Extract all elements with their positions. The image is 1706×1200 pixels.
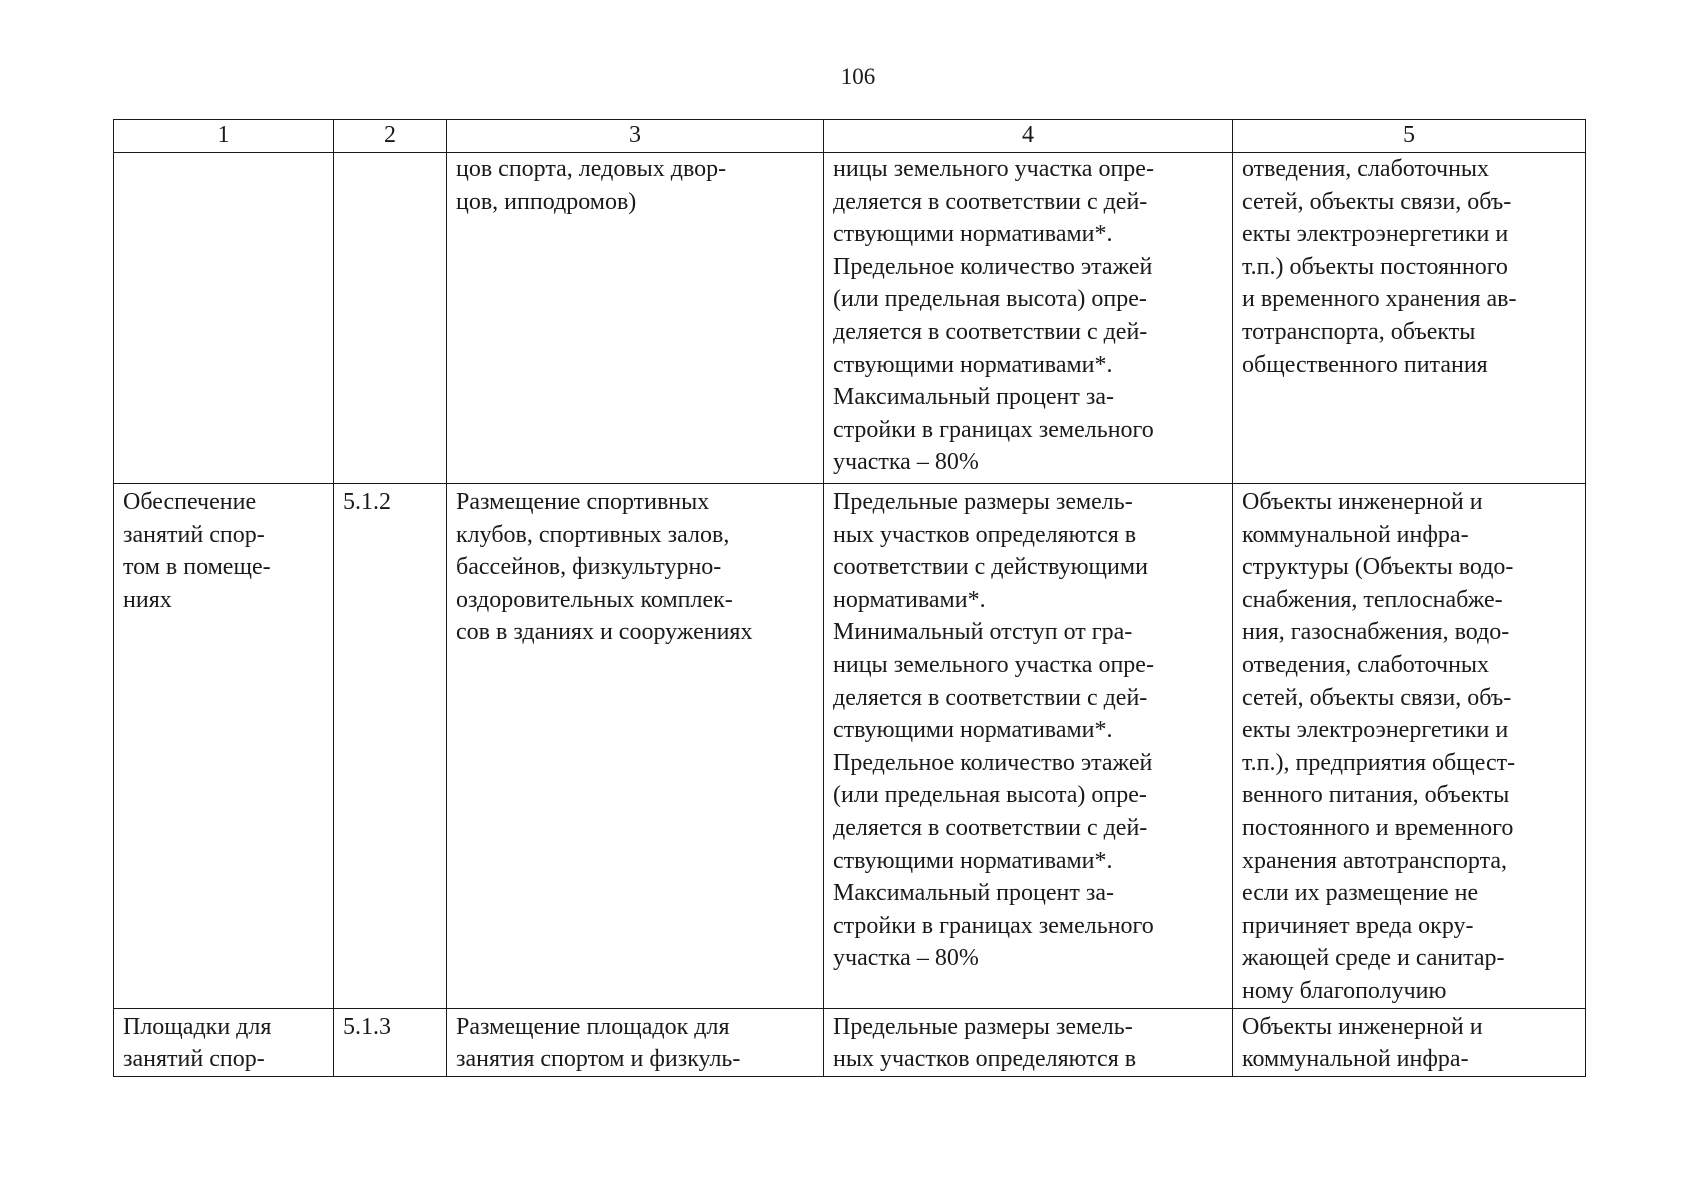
use-type-description-cell: Размещение площадок для занятия спортом и физкуль- [447,1008,824,1076]
use-type-code-cell [334,153,447,484]
table-row [114,153,1586,484]
table-row [114,1008,1586,1076]
use-type-name-cell [114,153,334,484]
use-type-description-cell: цов спорта, ледовых двор- цов, ипподромов) [447,153,824,484]
column-header: 2 [334,120,447,153]
use-type-name-cell: Обеспечение занятий спор- том в помеще- ниях [114,484,334,1009]
column-header: 5 [1233,120,1586,153]
auxiliary-uses-cell: отведения, слаботочных сетей, объекты связи, объ- екты электроэнергетики и т.п.) объекты постоянного и временного хранения ав- тотранспорта, объекты общественного питания [1233,153,1586,484]
column-header: 4 [824,120,1233,153]
auxiliary-uses-cell: Объекты инженерной и коммунальной инфра- структуры (Объекты водо- снабжения, теплоснабже- ния, газоснабжения, водо- отведения, слаботочных сетей, объекты связи, объ- екты электроэнергетики и т.п.), предприятия общест- венного питания, объекты постоянного и временного хранения автотранспорта, если их размещение не причиняет вреда окру- жающей среде и санитар- ному благополучию [1233,484,1586,1009]
parameters-cell: ницы земельного участка опре- деляется в соответствии с дей- ствующими нормативами*. Предельное количество этажей (или предельная высота) опре- деляется в соответствии с дей- ствующими нормативами*. Максимальный процент за- стройки в границах земельного участка – 80% [824,153,1233,484]
column-header: 3 [447,120,824,153]
table-header-row [114,120,1586,153]
page-number: 106 [840,64,876,89]
parameters-cell: Предельные размеры земель- ных участков определяются в соответствии с действующими нормативами*. Минимальный отступ от гра- ницы земельного участка опре- деляется в соответствии с дей- ствующими нормативами*. Предельное количество этажей (или предельная высота) опре- деляется в соответствии с дей- ствующими нормативами*. Максимальный процент за- стройки в границах земельного участка – 80% [824,484,1233,1009]
use-type-code-cell: 5.1.3 [334,1008,447,1076]
use-type-code-cell: 5.1.2 [334,484,447,1009]
parameters-cell: Предельные размеры земель- ных участков определяются в [824,1008,1233,1076]
use-type-name-cell: Площадки для занятий спор- [114,1008,334,1076]
auxiliary-uses-cell: Объекты инженерной и коммунальной инфра- [1233,1008,1586,1076]
table-row [114,484,1586,1009]
use-type-description-cell: Размещение спортивных клубов, спортивных залов, бассейнов, физкультурно- оздоровительных комплек- сов в зданиях и сооружениях [447,484,824,1009]
land-use-table [113,119,1586,1077]
column-header: 1 [114,120,334,153]
